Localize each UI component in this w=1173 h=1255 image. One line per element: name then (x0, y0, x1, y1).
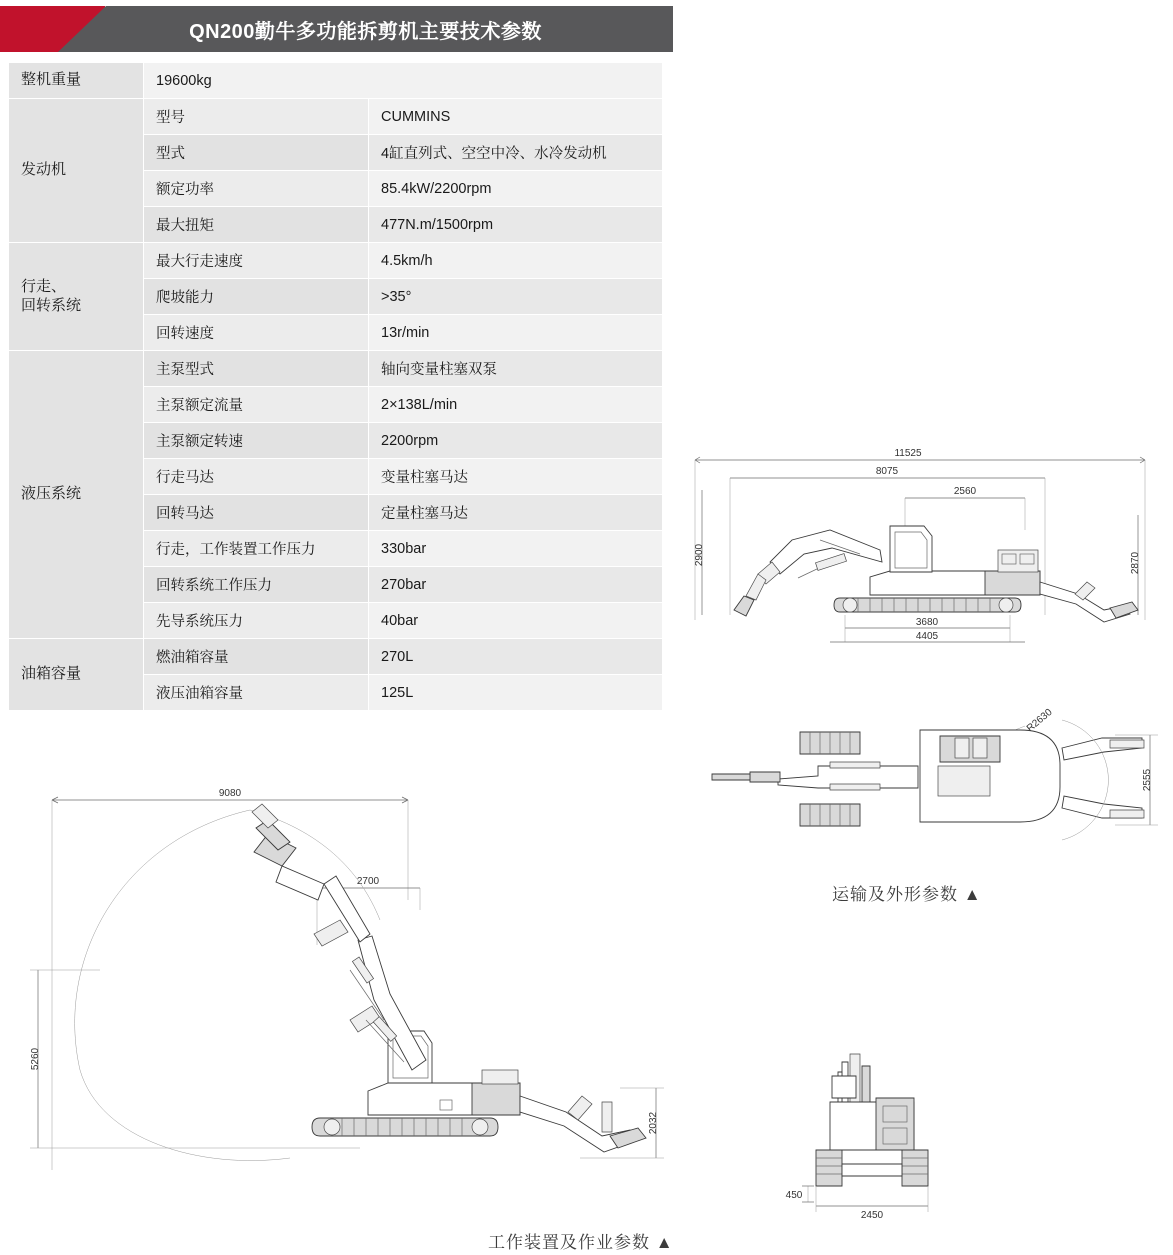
spec-subitem: 回转速度 (144, 315, 369, 351)
dim-ground-clearance: 450 (785, 1190, 803, 1201)
table-row (9, 99, 663, 135)
machine-top-silhouette (712, 720, 1144, 840)
spec-value: 4缸直列式、空空中冷、水冷发动机 (369, 135, 663, 171)
dim-track-inner: 3680 (915, 617, 939, 628)
transport-side-view-drawing (680, 430, 1170, 670)
spec-subitem: 最大行走速度 (144, 243, 369, 279)
spec-subitem: 型式 (144, 135, 369, 171)
spec-value: 270bar (369, 567, 663, 603)
spec-subitem: 行走马达 (144, 459, 369, 495)
dim-upper-reach: 2700 (356, 876, 380, 887)
machine-front-silhouette (816, 1054, 928, 1186)
spec-value: 330bar (369, 531, 663, 567)
spec-value: 40bar (369, 603, 663, 639)
spec-value: 2200rpm (369, 423, 663, 459)
specifications-table (8, 62, 663, 711)
dim-max-reach: 9080 (218, 788, 242, 799)
dim-swing-radius: R2630 (1024, 706, 1055, 735)
dim-transport-width: 2555 (1142, 768, 1153, 792)
spec-subitem: 主泵型式 (144, 351, 369, 387)
spec-value: 变量柱塞马达 (369, 459, 663, 495)
transport-top-view-drawing (690, 700, 1170, 860)
table-row (9, 351, 663, 387)
spec-value: >35° (369, 279, 663, 315)
dim-track-outer: 4405 (915, 631, 939, 642)
dim-height-front: 2900 (694, 543, 705, 567)
dim-upper-length: 8075 (875, 466, 899, 477)
spec-value: CUMMINS (369, 99, 663, 135)
machine-side-silhouette (734, 526, 1138, 622)
working-range-svg (20, 770, 680, 1190)
transport-caption: 运输及外形参数 ▲ (832, 885, 982, 904)
spec-category-line2: 回转系统 (21, 296, 82, 314)
spec-category-line1: 行走、 (21, 277, 67, 295)
dim-dig-depth: 2032 (648, 1111, 659, 1135)
spec-subitem: 回转系统工作压力 (144, 567, 369, 603)
spec-subitem: 最大扭矩 (144, 207, 369, 243)
spec-value: 477N.m/1500rpm (369, 207, 663, 243)
spec-value: 270L (369, 639, 663, 675)
dim-cab-width: 2560 (953, 486, 977, 497)
spec-category: 整机重量 (9, 63, 144, 99)
dim-overall-length: 11525 (894, 448, 922, 459)
transport-top-view-svg (690, 700, 1170, 860)
spec-subitem: 燃油箱容量 (144, 639, 369, 675)
spec-subitem: 额定功率 (144, 171, 369, 207)
front-view-drawing (780, 1040, 980, 1220)
table-row (9, 243, 663, 279)
spec-subitem: 型号 (144, 99, 369, 135)
spec-subitem: 行走，工作装置工作压力 (144, 531, 369, 567)
spec-value: 轴向变量柱塞双泵 (369, 351, 663, 387)
spec-value: 2×138L/min (369, 387, 663, 423)
table-row (9, 639, 663, 675)
spec-subitem: 液压油箱容量 (144, 675, 369, 711)
working-caption: 工作装置及作业参数 ▲ (488, 1233, 674, 1252)
dim-height-rear: 2870 (1130, 551, 1141, 575)
dim-track-width: 2450 (860, 1210, 884, 1220)
spec-subitem: 先导系统压力 (144, 603, 369, 639)
spec-category (9, 243, 144, 351)
machine-working-silhouette (252, 804, 646, 1152)
spec-subitem: 主泵额定转速 (144, 423, 369, 459)
spec-value: 定量柱塞马达 (369, 495, 663, 531)
working-range-drawing (20, 770, 680, 1190)
table-row (9, 63, 663, 99)
spec-value: 4.5km/h (369, 243, 663, 279)
spec-value: 85.4kW/2200rpm (369, 171, 663, 207)
spec-value: 125L (369, 675, 663, 711)
spec-subitem: 主泵额定流量 (144, 387, 369, 423)
spec-value: 13r/min (369, 315, 663, 351)
page-header (0, 6, 673, 52)
spec-table-body (9, 63, 663, 711)
page-title: QN200勤牛多功能拆剪机主要技术参数 (189, 20, 542, 43)
transport-side-view-svg (680, 430, 1170, 670)
spec-category: 发动机 (9, 99, 144, 243)
spec-value: 19600kg (144, 63, 663, 99)
spec-category: 油箱容量 (9, 639, 144, 711)
front-view-svg (780, 1040, 980, 1220)
dim-max-height: 5260 (30, 1047, 41, 1071)
spec-category: 液压系统 (9, 351, 144, 639)
spec-subitem: 爬坡能力 (144, 279, 369, 315)
spec-subitem: 回转马达 (144, 495, 369, 531)
